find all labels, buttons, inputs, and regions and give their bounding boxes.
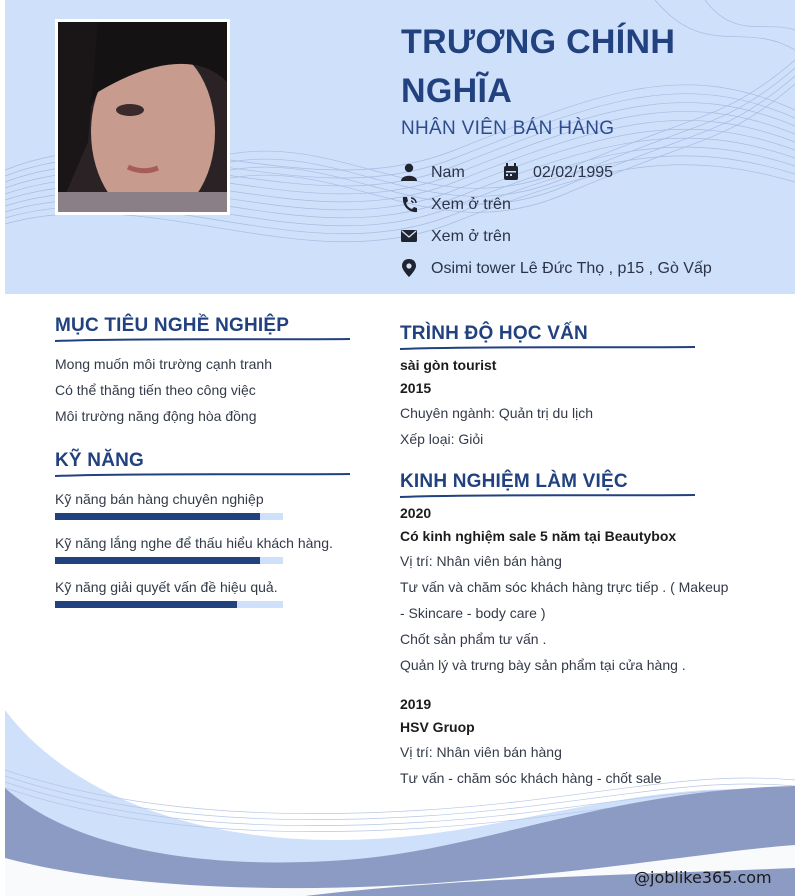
skill-label: Kỹ năng bán hàng chuyên nghiệp <box>55 491 264 507</box>
job-year: 2020 <box>400 505 432 521</box>
skill-bar-fill <box>55 513 260 520</box>
education-grade: Xếp loại: Giỏi <box>400 431 484 447</box>
education-major: Chuyên ngành: Quản trị du lịch <box>400 405 594 421</box>
gender-value: Nam <box>431 164 465 181</box>
objective-item: Có thể thăng tiến theo công việc <box>55 382 256 398</box>
phone-value: Xem ở trên <box>431 196 511 213</box>
skill-bar <box>55 557 283 564</box>
skill-bar-fill <box>55 601 237 608</box>
skills-underline <box>55 471 350 479</box>
birthdate-value: 02/02/1995 <box>533 164 614 181</box>
job-year: 2019 <box>400 696 432 712</box>
education-school: sài gòn tourist <box>400 357 497 373</box>
job-detail: Tư vấn - chăm sóc khách hàng - chốt sale <box>400 770 662 786</box>
candidate-name: TRƯƠNG CHÍNH NGHĨA <box>401 23 676 110</box>
skill-bar-fill <box>55 557 260 564</box>
skills-title: KỸ NĂNG <box>55 450 145 471</box>
phone-icon <box>401 195 417 213</box>
experience-title: KINH NGHIỆM LÀM VIỆC <box>400 471 628 492</box>
address-value: Osimi tower Lê Đức Thọ , p15 , Gò Vấp <box>431 260 712 277</box>
job-detail: Tư vấn và chăm sóc khách hàng trực tiếp . ( Makeup <box>400 579 729 595</box>
job-company: Có kinh nghiệm sale 5 năm tại Beautybox <box>400 528 677 544</box>
user-icon <box>401 163 417 181</box>
objective-item: Mong muốn môi trường cạnh tranh <box>55 356 272 372</box>
education-year: 2015 <box>400 380 432 396</box>
calendar-icon <box>503 163 519 181</box>
job-detail: Quản lý và trưng bày sản phẩm tại cửa hàng . <box>400 657 686 673</box>
skill-label: Kỹ năng giải quyết vấn đề hiệu quả. <box>55 579 278 595</box>
experience-underline <box>400 492 695 500</box>
objective-title: MỤC TIÊU NGHỀ NGHIỆP <box>55 315 290 336</box>
job-detail: Chốt sản phẩm tư vấn . <box>400 631 547 647</box>
email-value: Xem ở trên <box>431 228 511 245</box>
job-detail: Vị trí: Nhân viên bán hàng <box>400 553 562 569</box>
profile-photo <box>55 19 230 215</box>
map-pin-icon <box>401 259 417 277</box>
skill-bar <box>55 513 283 520</box>
skill-label: Kỹ năng lắng nghe để thấu hiểu khách hàng. <box>55 535 333 551</box>
job-detail: Vị trí: Nhân viên bán hàng <box>400 744 562 760</box>
skill-bar <box>55 601 283 608</box>
job-detail: - Skincare - body care ) <box>400 605 546 621</box>
job-title: NHÂN VIÊN BÁN HÀNG <box>401 118 615 139</box>
envelope-icon <box>401 227 417 245</box>
objective-underline <box>55 336 350 344</box>
education-underline <box>400 344 695 352</box>
education-title: TRÌNH ĐỘ HỌC VẤN <box>400 323 588 344</box>
job-company: HSV Gruop <box>400 719 475 735</box>
cv-page <box>5 0 795 896</box>
objective-item: Môi trường năng động hòa đồng <box>55 408 257 424</box>
watermark: @joblike365.com <box>634 868 772 887</box>
